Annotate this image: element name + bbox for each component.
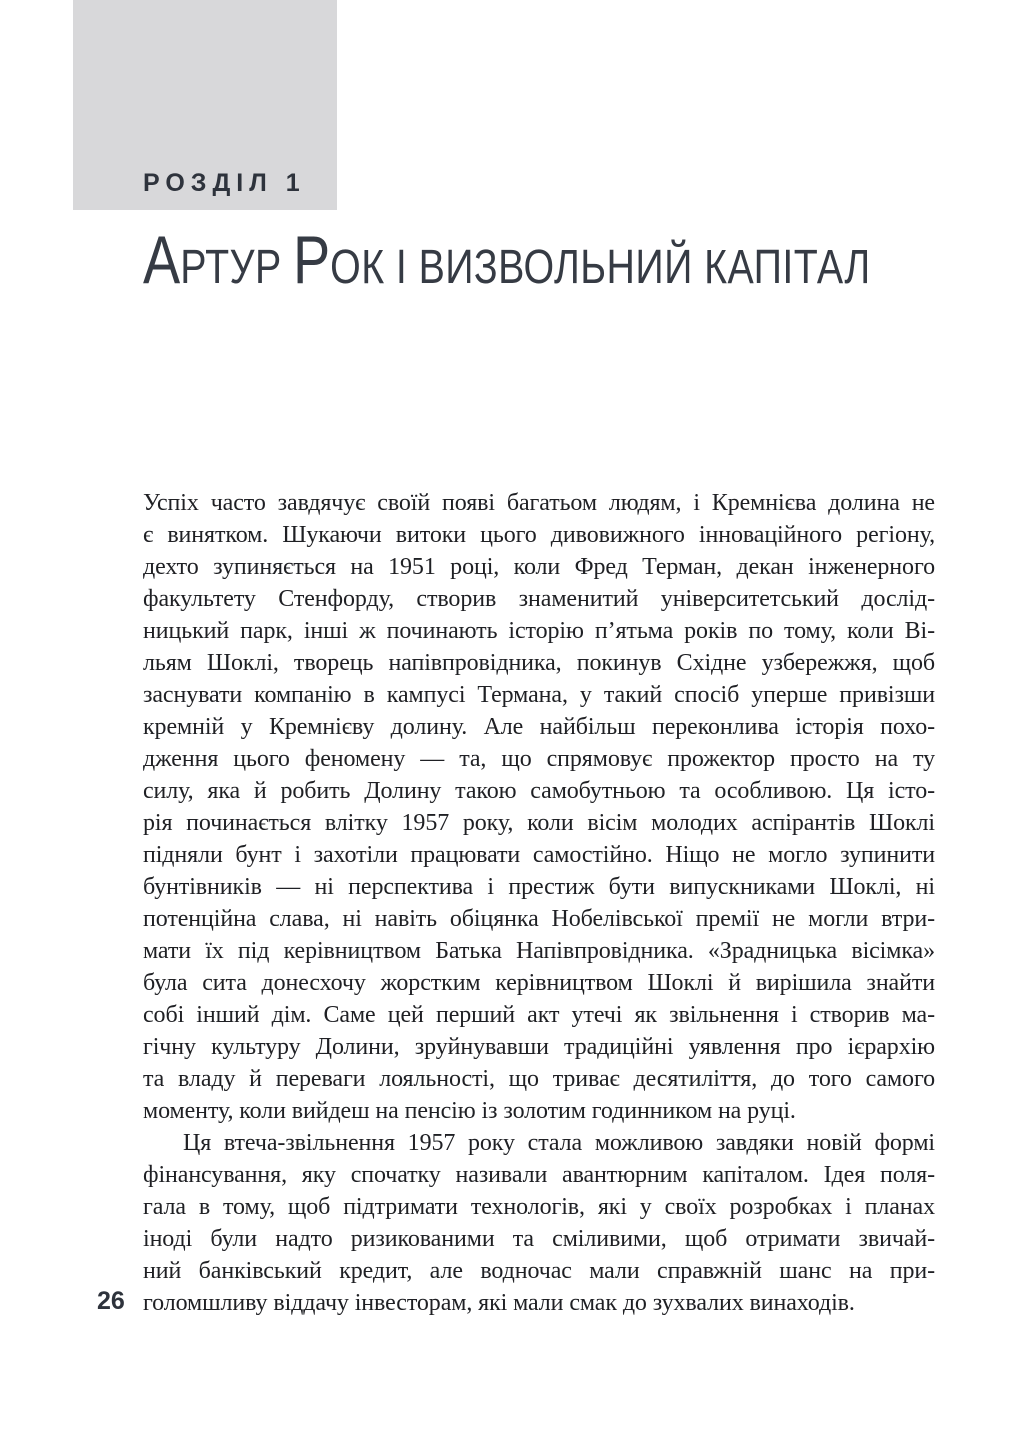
text-line: моменту, коли вийдеш на пенсію із золотим годинником на руці. xyxy=(143,1098,796,1124)
text-line: та владу й переваги лояльності, що триває десятиліття, до того самого xyxy=(143,1066,935,1092)
title-text-2: ОК І ВИЗВОЛЬНИЙ КАПІТАЛ xyxy=(330,241,871,294)
text-line: ний банківський кредит, але водночас мали справжній шанс на при- xyxy=(143,1258,935,1284)
text-line: гічну культуру Долини, зруйнувавши традиційні уявлення про ієрархію xyxy=(143,1034,935,1060)
title-initial-2: Р xyxy=(292,222,331,298)
chapter-title xyxy=(143,223,871,305)
text-line: голомшливу віддачу інвесторам, які мали смак до зухвалих винаходів. xyxy=(143,1290,855,1316)
text-line: Ця втеча-звільнення 1957 року стала можливою завдяки новій формі xyxy=(183,1130,935,1156)
body-text xyxy=(143,487,935,1319)
title-initial-1: А xyxy=(143,222,181,298)
text-line: фінансування, яку спочатку називали авантюрним капіталом. Ідея поля- xyxy=(143,1162,935,1188)
text-line: підняли бунт і захотіли працювати самостійно. Ніщо не могло зупинити xyxy=(143,842,935,868)
text-line: рія починається влітку 1957 року, коли вісім молодих аспірантів Шоклі xyxy=(143,810,935,836)
text-line: бунтівників — ні перспектива і престиж бути випускниками Шоклі, ні xyxy=(143,874,935,900)
text-line: дження цього феномену — та, що спрямовує прожектор просто на ту xyxy=(143,746,935,772)
text-line: факультету Стенфорду, створив знаменитий університетський дослід- xyxy=(143,586,935,612)
text-line: є винятком. Шукаючи витоки цього дивовижного інноваційного регіону, xyxy=(143,522,935,548)
text-line: була сита донесхочу жорстким керівництвом Шоклі й вирішила знайти xyxy=(143,970,935,996)
chapter-label: РОЗДІЛ 1 xyxy=(143,169,306,197)
text-line: гала в тому, щоб підтримати технологів, які у своїх розробках і планах xyxy=(143,1194,935,1220)
chapter-banner xyxy=(73,0,337,210)
text-line: собі інший дім. Саме цей перший акт утечі як звільнення і створив ма- xyxy=(143,1002,935,1028)
title-text-1: РТУР xyxy=(180,241,293,294)
text-line: дехто зупиняється на 1951 році, коли Фред Терман, декан інженерного xyxy=(143,554,935,580)
text-line: потенційна слава, ні навіть обіцянка Нобелівської премії не могли втри- xyxy=(143,906,935,932)
text-line: Успіх часто завдячує своїй появі багатьом людям, і Кремнієва долина не xyxy=(143,490,935,516)
text-line: іноді були надто ризикованими та сміливими, щоб отримати звичай- xyxy=(143,1226,935,1252)
text-line: мати їх під керівництвом Батька Напівпровідника. «Зрадницька вісімка» xyxy=(143,938,935,964)
text-line: ницький парк, інші ж починають історію п’ятьма років по тому, коли Ві- xyxy=(143,618,935,644)
text-line: заснувати компанію в кампусі Термана, у такий спосіб уперше привізши xyxy=(143,682,935,708)
text-line: силу, яка й робить Долину такою самобутньою та особливою. Ця істо- xyxy=(143,778,935,804)
page-number: 26 xyxy=(97,1287,125,1315)
text-line: льям Шоклі, творець напівпровідника, покинув Східне узбережжя, щоб xyxy=(143,650,935,676)
text-line: кремній у Кремнієву долину. Але найбільш переконлива історія похо- xyxy=(143,714,935,740)
